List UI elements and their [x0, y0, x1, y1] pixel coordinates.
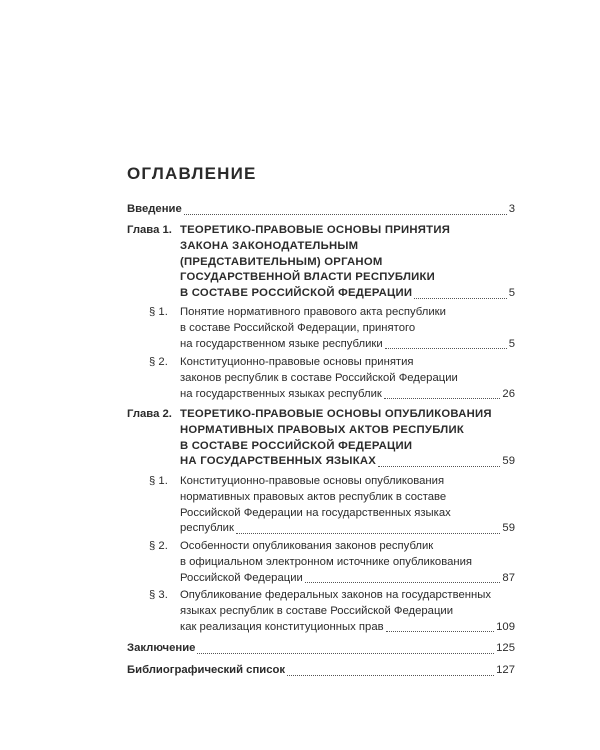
section-title-line: законов республик в составе Российской Федерации: [180, 371, 458, 384]
toc-entry-conclusion[interactable]: [127, 641, 515, 657]
section-title-line: языках республик в составе Российской Федерации: [180, 604, 454, 617]
chapter-title-line: В СОСТАВЕ РОССИЙСКОЙ ФЕДЕРАЦИИ: [180, 439, 413, 452]
section-title-line: республик: [180, 522, 234, 535]
chapter-title-line: ТЕОРЕТИКО-ПРАВОВЫЕ ОСНОВЫ ПРИНЯТИЯ: [180, 224, 451, 236]
toc-entry-label: Введение: [127, 203, 182, 215]
chapter-label: Глава 1.: [127, 224, 172, 236]
toc-entry-chapter-2[interactable]: [180, 407, 515, 470]
page-number: 127: [496, 664, 515, 676]
toc-entry-label: Библиографический список: [127, 664, 286, 676]
section-label: § 3.: [149, 589, 168, 601]
section-title-line: Опубликование федеральных законов на государственных: [180, 589, 492, 601]
toc-entry-bibliography[interactable]: [127, 663, 515, 679]
section-label: § 1.: [149, 475, 168, 487]
chapter-title-line: ЗАКОНА ЗАКОНОДАТЕЛЬНЫМ: [180, 239, 359, 252]
toc-entry-intro[interactable]: [127, 202, 515, 218]
chapter-title-line: ТЕОРЕТИКО-ПРАВОВЫЕ ОСНОВЫ ОПУБЛИКОВАНИЯ: [180, 408, 492, 420]
toc-entry-section[interactable]: [180, 539, 515, 586]
dot-leader: [287, 675, 494, 676]
section-title-line: как реализация конституционных прав: [180, 620, 384, 633]
section-title-line: в составе Российской Федерации, принятого: [180, 321, 416, 334]
page-number: 59: [502, 522, 515, 535]
section-title-line: нормативных правовых актов республик в составе: [180, 490, 447, 503]
page-number: 59: [502, 455, 515, 468]
section-title-line: Конституционно-правовые основы принятия: [180, 356, 414, 368]
toc-entry-chapter-1[interactable]: [180, 223, 515, 302]
section-title-line: Российской Федерации на государственных языках: [180, 506, 451, 519]
section-title-line: Конституционно-правовые основы опубликования: [180, 475, 445, 487]
section-title-line: на государственном языке республики: [180, 337, 383, 350]
dot-leader: [414, 298, 506, 299]
page-number: 26: [502, 387, 515, 400]
toc-entry-section[interactable]: [180, 474, 515, 537]
page-number: 125: [496, 642, 515, 654]
toc-entry-section[interactable]: [180, 355, 515, 402]
dot-leader: [385, 348, 507, 349]
toc-entry-section[interactable]: [180, 588, 515, 635]
dot-leader: [305, 582, 501, 583]
section-label: § 2.: [149, 540, 168, 552]
page-number: 5: [508, 287, 515, 300]
chapter-title-line: НА ГОСУДАРСТВЕННЫХ ЯЗЫКАХ: [180, 455, 377, 468]
dot-leader: [236, 533, 501, 534]
toc-entry-section[interactable]: [180, 305, 515, 352]
chapter-label: Глава 2.: [127, 408, 172, 420]
section-title-line: Особенности опубликования законов республик: [180, 540, 434, 552]
chapter-title-line: ГОСУДАРСТВЕННОЙ ВЛАСТИ РЕСПУБЛИКИ: [180, 271, 436, 284]
dot-leader: [384, 398, 501, 399]
section-title-line: Российской Федерации: [180, 571, 303, 584]
toc-entry-label: Заключение: [127, 642, 196, 654]
page-number: 3: [508, 203, 515, 215]
page-number: 109: [496, 620, 515, 633]
section-title-line: Понятие нормативного правового акта республики: [180, 306, 446, 318]
chapter-title-line: (ПРЕДСТАВИТЕЛЬНЫМ) ОРГАНОМ: [180, 255, 383, 268]
chapter-title-line: НОРМАТИВНЫХ ПРАВОВЫХ АКТОВ РЕСПУБЛИК: [180, 423, 464, 436]
toc-title: ОГЛАВЛЕНИЕ: [127, 164, 257, 183]
page-number: 5: [508, 337, 515, 350]
dot-leader: [386, 631, 495, 632]
section-title-line: на государственных языках республик: [180, 387, 382, 400]
dot-leader: [378, 466, 500, 467]
dot-leader: [197, 653, 494, 654]
chapter-title-line: В СОСТАВЕ РОССИЙСКОЙ ФЕДЕРАЦИИ: [180, 287, 413, 300]
page-number: 87: [502, 571, 515, 584]
section-label: § 2.: [149, 356, 168, 368]
section-title-line: в официальном электронном источнике опубликования: [180, 555, 473, 568]
section-label: § 1.: [149, 306, 168, 318]
dot-leader: [184, 214, 507, 215]
